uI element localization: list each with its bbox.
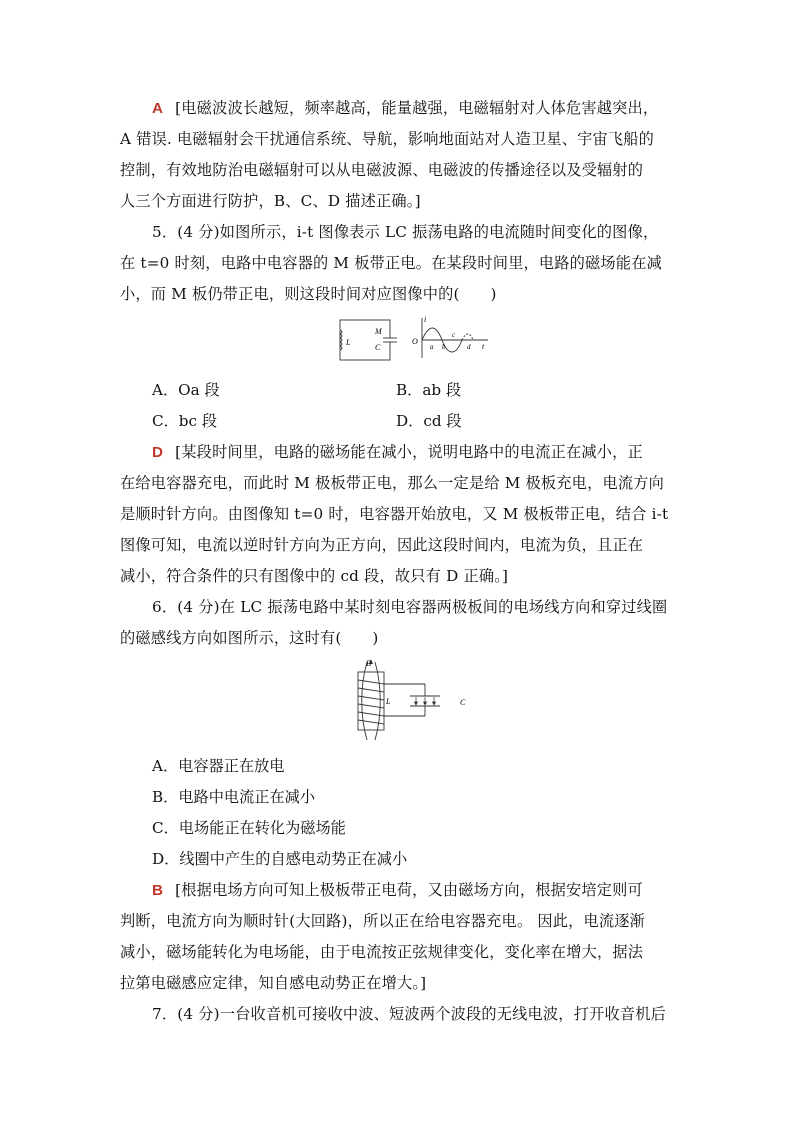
q6-line-2: 的磁感线方向如图所示，这时有( ) bbox=[120, 629, 379, 647]
coil-l-label: L bbox=[386, 697, 391, 706]
q6-line-1: 6．(4 分)在 LC 振荡电路中某时刻电容器两极板间的电场线方向和穿过线圈 bbox=[152, 598, 668, 616]
answer-letter: B bbox=[152, 882, 164, 899]
coil-drawing bbox=[358, 662, 440, 740]
field-b-label: B bbox=[366, 659, 371, 668]
answer-block-3-line-1: B [根据电场方向可知上极板带正电荷，又由磁场方向，根据安培定则可 bbox=[152, 881, 643, 899]
q5-line-2: 在 t=0 时刻，电路中电容器的 M 板带正电。在某段时间里，电路的磁场能在减 bbox=[120, 254, 662, 272]
answer-block-3-line-4: 拉第电磁感应定律，知自感电动势正在增大。] bbox=[120, 974, 427, 992]
q5-line-1: 5．(4 分)如图所示，i-t 图像表示 LC 振荡电路的电流随时间变化的图像， bbox=[152, 223, 659, 241]
answer-letter: A bbox=[152, 100, 164, 117]
q5-option-b: B．ab 段 bbox=[396, 381, 462, 399]
answer-block-1-line-1: A [电磁波波长越短，频率越高，能量越强，电磁辐射对人体危害越突出， bbox=[152, 99, 659, 117]
q5-option-d: D．cd 段 bbox=[396, 412, 462, 430]
answer-block-1-line-2: A 错误. 电磁辐射会干扰通信系统、导航，影响地面站对人造卫星、宇宙飞船的 bbox=[120, 130, 655, 148]
answer-block-1-line-3: 控制，有效地防治电磁辐射可以从电磁波源、电磁波的传播途径以及受辐射的 bbox=[120, 161, 644, 179]
graph-y-axis-label: i bbox=[424, 315, 427, 324]
answer-block-1-line-4: 人三个方面进行防护，B、C、D 描述正确。] bbox=[120, 192, 421, 210]
graph-point-a: a bbox=[430, 343, 434, 351]
answer-block-2-line-4: 图像可知，电流以逆时针方向为正方向，因此这段时间内，电流为负，且正在 bbox=[120, 536, 644, 554]
lc-circuit-and-graph-figure bbox=[330, 312, 500, 368]
answer-block-2-line-5: 减小，符合条件的只有图像中的 cd 段，故只有 D 正确。] bbox=[120, 567, 509, 585]
graph-x-axis-label: t bbox=[482, 342, 485, 351]
q6-option-a: A．电容器正在放电 bbox=[152, 757, 285, 775]
capacitor-c-label: C bbox=[460, 698, 466, 707]
electric-field-arrows bbox=[415, 697, 436, 705]
graph-point-b: b bbox=[442, 343, 446, 351]
answer-block-2-line-3: 是顺时针方向。由图像知 t=0 时，电容器开始放电，又 M 极板带正电，结合 i-t bbox=[120, 505, 669, 523]
capacitor-label: C bbox=[375, 343, 381, 352]
answer-letter: D bbox=[152, 444, 164, 461]
graph-point-d: d bbox=[467, 343, 471, 351]
plate-m-label: M bbox=[375, 327, 382, 336]
graph-origin-label: O bbox=[412, 337, 418, 346]
q5-option-c: C．bc 段 bbox=[152, 412, 218, 430]
answer-block-3-line-3: 减小，磁场能转化为电场能，由于电流按正弦规律变化，变化率在增大，据法 bbox=[120, 943, 644, 961]
graph-point-c: c bbox=[452, 331, 456, 339]
q6-option-c: C．电场能正在转化为磁场能 bbox=[152, 819, 346, 837]
coil-capacitor-figure bbox=[340, 656, 480, 746]
answer-block-2-line-2: 在给电容器充电，而此时 M 极板带正电，那么一定是给 M 极板充电，电流方向 bbox=[120, 474, 665, 492]
answer-block-2-line-1: D [某段时间里，电路的磁场能在减小，说明电路中的电流正在减小，正 bbox=[152, 443, 643, 461]
q5-option-a: A．Oa 段 bbox=[152, 381, 220, 399]
q5-line-3: 小，而 M 板仍带正电，则这段时间对应图像中的( ) bbox=[120, 285, 497, 303]
inductor-label: L bbox=[346, 338, 351, 347]
q6-option-d: D．线圈中产生的自感电动势正在减小 bbox=[152, 850, 408, 868]
q6-option-b: B．电路中电流正在减小 bbox=[152, 788, 316, 806]
q7-line-1: 7．(4 分)一台收音机可接收中波、短波两个波段的无线电波，打开收音机后 bbox=[152, 1005, 667, 1023]
answer-block-3-line-2: 判断，电流方向为顺时针(大回路)，所以正在给电容器充电。 因此，电流逐渐 bbox=[120, 912, 646, 930]
